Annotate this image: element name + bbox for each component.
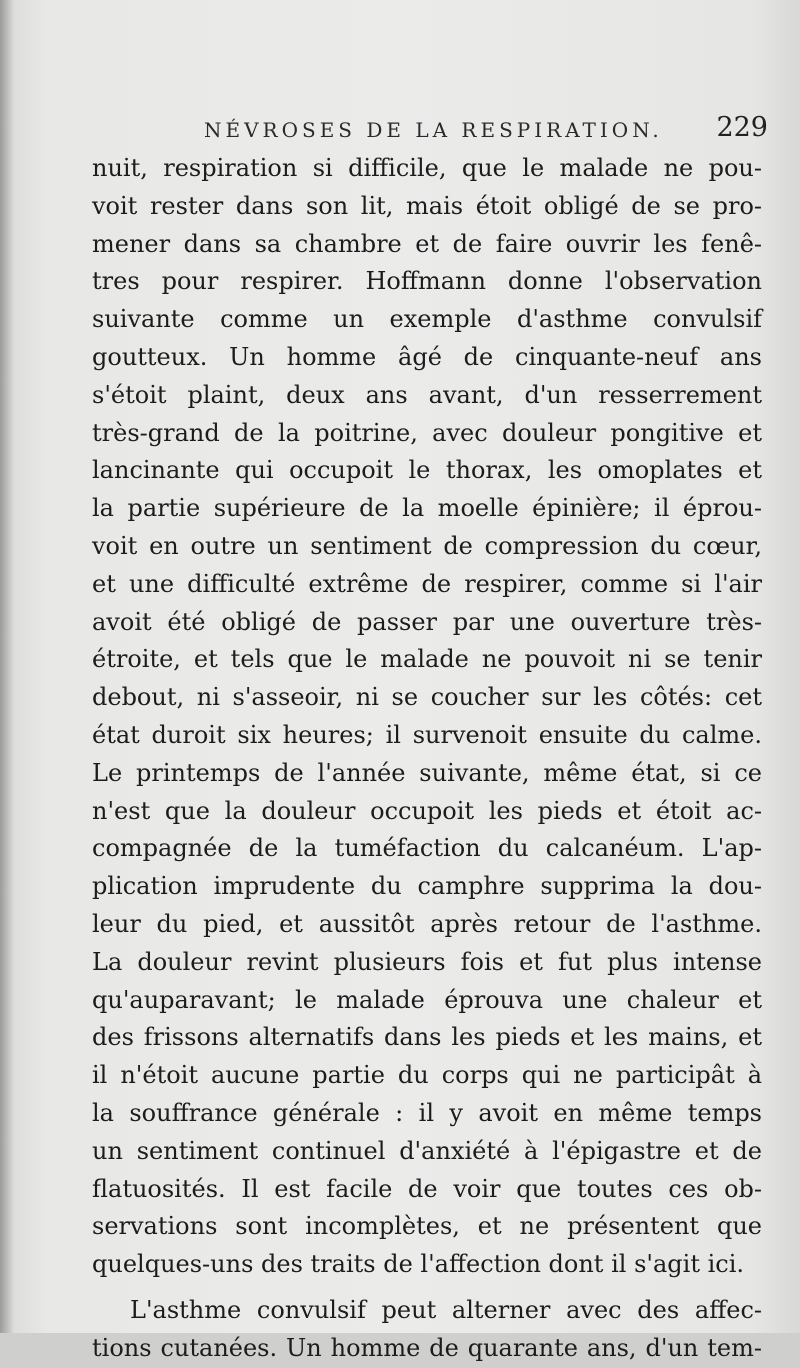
text-line: lancinante qui occupoit le thorax, les omoplates et <box>92 456 762 485</box>
text-line: étroite, et tels que le malade ne pouvoit ni se tenir <box>92 645 762 674</box>
text-line: flatuosités. Il est facile de voir que toutes ces ob- <box>92 1174 762 1203</box>
text-line: tions cutanées. Un homme de quarante ans, d'un tem- <box>92 1333 762 1362</box>
text-line: plication imprudente du camphre supprima la dou- <box>92 872 762 901</box>
text-line: des frissons alternatifs dans les pieds et les mains, et <box>92 1023 762 1052</box>
text-line: la partie supérieure de la moelle épinière; il éprou- <box>92 494 762 523</box>
text-line: La douleur revint plusieurs fois et fut plus intense <box>92 947 762 976</box>
text-line: qu'auparavant; le malade éprouva une chaleur et <box>92 985 762 1014</box>
text-line: il n'étoit aucune partie du corps qui ne participât à <box>92 1061 762 1090</box>
text-line: s'étoit plaint, deux ans avant, d'un resserrement <box>92 380 762 409</box>
body-text <box>92 150 762 1368</box>
page-number: 229 <box>716 112 768 143</box>
text-line: debout, ni s'asseoir, ni se coucher sur les côtés: cet <box>92 683 762 712</box>
text-line: voit en outre un sentiment de compression du cœur, <box>92 531 762 560</box>
text-line: n'est que la douleur occupoit les pieds et étoit ac- <box>92 796 762 825</box>
text-line: servations sont incomplètes, et ne présentent que <box>92 1212 762 1241</box>
text-line: état duroit six heures; il survenoit ensuite du calme. <box>92 720 762 749</box>
text-line: avoit été obligé de passer par une ouverture très- <box>92 607 762 636</box>
text-line: très-grand de la poitrine, avec douleur pongitive et <box>92 418 762 447</box>
text-line: compagnée de la tuméfaction du calcanéum. L'ap- <box>92 834 762 863</box>
text-line: la souffrance générale : il y avoit en même temps <box>92 1098 762 1127</box>
text-line: goutteux. Un homme âgé de cinquante-neuf ans <box>92 342 762 371</box>
text-line: nuit, respiration si difficile, que le malade ne pou- <box>92 154 762 182</box>
text-line: Le printemps de l'année suivante, même état, si ce <box>92 758 762 787</box>
text-line: mener dans sa chambre et de faire ouvrir les fenê- <box>92 229 762 258</box>
text-line: un sentiment continuel d'anxiété à l'épigastre et de <box>92 1136 762 1165</box>
text-line: suivante comme un exemple d'asthme convulsif <box>92 305 762 334</box>
paragraph-start-line: L'asthme convulsif peut alterner avec des affec- <box>130 1295 762 1324</box>
page-header <box>92 112 768 152</box>
text-line: tres pour respirer. Hoffmann donne l'observation <box>92 267 762 296</box>
text-line: et une difficulté extrême de respirer, comme si l'air <box>92 569 762 598</box>
text-line: quelques-uns des traits de l'affection dont il s'agit ici. <box>92 1250 745 1279</box>
running-head: NÉVROSES DE LA RESPIRATION. <box>204 118 663 142</box>
text-line: voit rester dans son lit, mais étoit obligé de se pro- <box>92 191 762 220</box>
text-line: leur du pied, et aussitôt après retour de l'asthme. <box>92 909 762 938</box>
